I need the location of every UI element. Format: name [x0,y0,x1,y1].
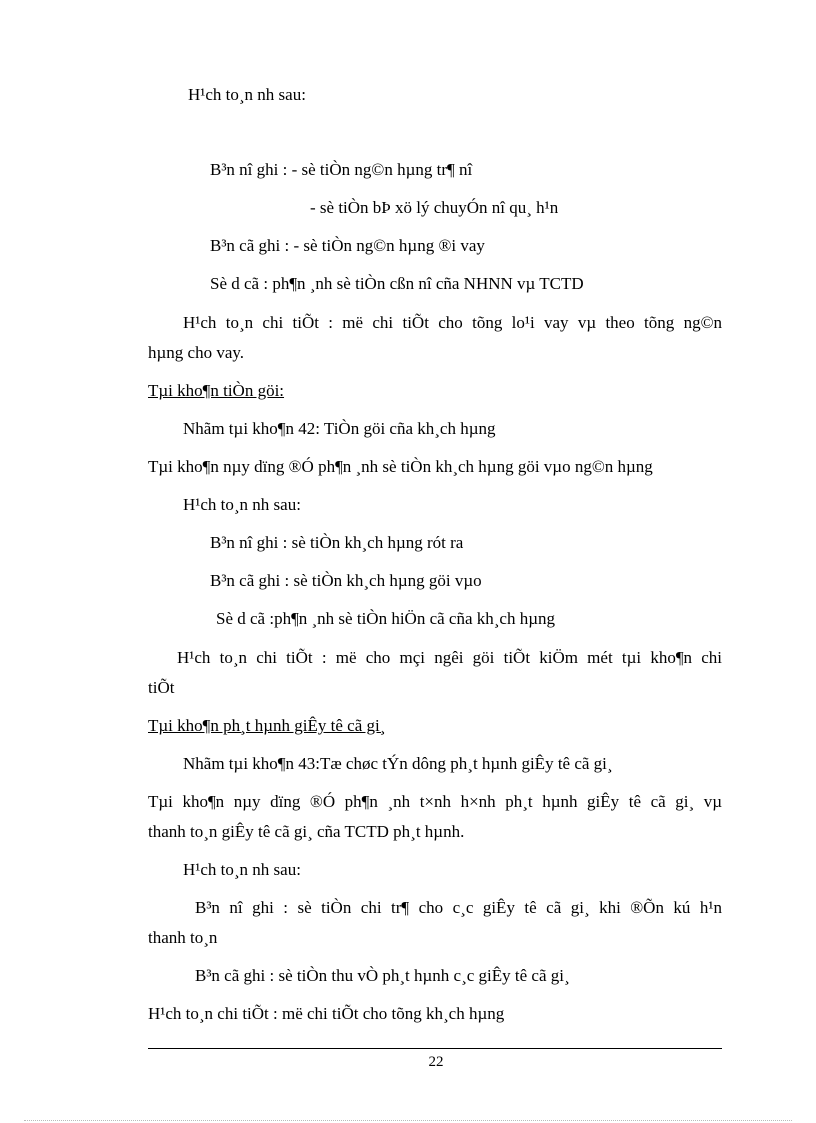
section-heading: Tµi kho¶n tiÒn göi: [148,381,285,400]
section-heading: Tµi kho¶n ph¸t hµnh giÊy tê cã gi¸ [148,716,386,735]
text-line: - sè tiÒn bÞ xö lý chuyÓn nî qu¸ h¹n [310,198,559,217]
text-line: Tµi kho¶n nµy dïng ®Ó ph¶n ¸nh sè tiÒn kh¸ch hµng göi vµo ng©n hµng [148,457,653,476]
text-line: thanh to¸n [148,928,218,947]
text-line: B³n cã ghi : sè tiÒn thu vÒ ph¸t hµnh c¸c giÊy tê cã gi¸ [195,966,570,985]
text-line: B³n nî ghi : - sè tiÒn ng©n hµng tr¶ nî [210,160,473,179]
text-line: H¹ch to¸n nh sau: [188,85,306,104]
text-line: B³n nî ghi : sè tiÒn chi tr¶ cho c¸c giÊy tê cã gi¸ khi ®Õn kú h¹n [195,898,722,917]
text-line: Nhãm tµi kho¶n 42: TiÒn göi cña kh¸ch hµng [183,419,496,438]
page-break-line [24,1120,792,1121]
text-line: H¹ch to¸n chi tiÕt : më chi tiÕt cho tõng kh¸ch hµng [148,1004,505,1023]
text-line: Sè d cã :ph¶n ¸nh sè tiÒn hiÖn cã cña kh¸ch hµng [216,609,555,628]
text-line: Sè d cã : ph¶n ¸nh sè tiÒn cßn nî cña NHNN vµ TCTD [210,274,584,293]
text-line: thanh to¸n giÊy tê cã gi¸ cña TCTD ph¸t hµnh. [148,822,465,841]
text-line: H¹ch to¸n nh sau: [183,495,301,514]
text-line: H¹ch to¸n chi tiÕt : më chi tiÕt cho tõng lo¹i vay vµ theo tõng ng©n [183,313,722,332]
text-line: B³n cã ghi : sè tiÒn kh¸ch hµng göi vµo [210,571,482,590]
text-line: hµng cho vay. [148,343,245,362]
text-line: Nhãm tµi kho¶n 43:Tæ chøc tÝn dông ph¸t hµnh giÊy tê cã gi¸ [183,754,613,773]
text-line: H¹ch to¸n nh sau: [183,860,301,879]
text-line: Tµi kho¶n nµy dïng ®Ó ph¶n ¸nh t×nh h×nh ph¸t hµnh giÊy tê cã gi¸ vµ [148,792,722,811]
text-line: tiÕt [148,678,175,697]
footer-rule [148,1048,722,1049]
page-number: 22 [428,1054,444,1070]
text-line: H¹ch to¸n chi tiÕt : më cho mçi ngêi göi tiÕt kiÖm mét tµi kho¶n chi [177,648,722,667]
text-line: B³n cã ghi : - sè tiÒn ng©n hµng ®i vay [210,236,485,255]
text-line: B³n nî ghi : sè tiÒn kh¸ch hµng rót ra [210,533,464,552]
